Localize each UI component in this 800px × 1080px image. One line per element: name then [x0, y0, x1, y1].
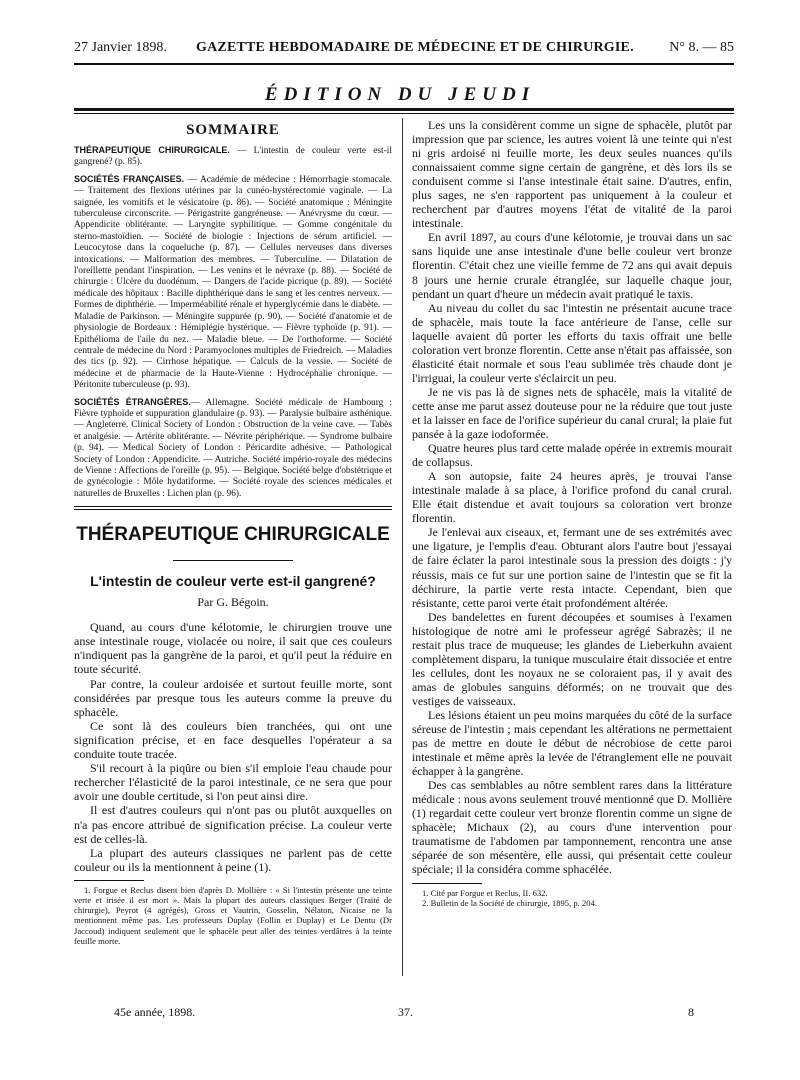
- edition-rule-thick: [74, 108, 734, 111]
- column-divider: [402, 118, 403, 976]
- paragraph: Quatre heures plus tard cette malade opérée in extremis mourait de collapsus.: [412, 441, 732, 470]
- sommaire-title: SOMMAIRE: [186, 122, 280, 138]
- sommaire-heading: SOCIÉTÉS FRANÇAISES.: [74, 173, 185, 184]
- footer-signature: 8: [688, 1005, 694, 1019]
- paragraph: Les lésions étaient un peu moins marquées du côté de la surface séreuse de l'intestin ; mais cependant les altérations ne permettaient pas de mettre en doute le début de nécrobiose de cette paroi intestinale et même après la levée de l'étranglement elle ne pouvait échapper à la gangrène.: [412, 707, 732, 779]
- edition-title: ÉDITION DU JEUDI: [264, 84, 536, 105]
- right-column: [412, 118, 732, 908]
- paragraph: Des cas semblables au nôtre semblent rares dans la littérature médicale : nous avons seulement trouvé mentionné que D. Mollière (1) regardait cette couleur vert bronze florentin comme un signe de sphacèle; Michaux (2), au cours d'une intervention pour traumatisme de l'abdomen par tamponnement, rencontra une anse séparée de son mésentère, elle aussi, qui présentait cette couleur spéciale; il la considéra comme sphacélée.: [412, 778, 732, 877]
- article-body-left: [74, 620, 392, 874]
- article-title: L'intestin de couleur verte est-il gangrené?: [90, 573, 376, 590]
- sommaire-heading: THÉRAPEUTIQUE CHIRURGICALE.: [74, 145, 230, 155]
- footnote: 1. Forgue et Reclus disent bien d'après D. Mollière : « Si l'intestin présente une teinte verte et irisée il est mort ». Mais la plupart des auteurs classiques Berger (Traité de chirurgie), Peyrot (4 agrégés), Gross et Vautrin, Gosselin, Nélaton, Nicaise ne la mentionnent même pas. Les professeurs Duplay (Follin et Duplay) et Le Dentu (Dr Jaccoud) indiquent seulement que le sphacèle peut aller des teintes verdâtres à la teinte feuille morte.: [74, 884, 392, 946]
- sommaire-text: — Allemagne. Société médicale de Hambourg : Fièvre typhoïde et suppuration glandulaire (p. 93). — Paralysie bulbaire asthénique. — Angleterre. Clinical Society of London : Obstruction de la veine cave. — Tabès et analgésie. — Artérite oblitérante. — Névrite périphérique. — Syndrome bulbaire (p. 94). — Medical Society of London : Péricardite adhésive. — Pathological Society of London : Appendicite. — Autriche. Société império-royale des médecins de Vienne : Affections de l'oreille (p. 95). — Belgique. Société belge d'obstétrique et de gynécologie : Môle hydatiforme. — Société royale des sciences médicales et naturelles de Bruxelles : Lichen plan (p. 96).: [74, 397, 392, 499]
- sommaire-entry: [74, 145, 392, 169]
- edition-rule-thin: [74, 113, 734, 114]
- paragraph: A son autopsie, faite 24 heures après, je trouvai l'anse intestinale malade à sa place, à l'orifice profond du canal crural. Elle était distendue et avait toujours sa coloration vert bronze florentin.: [412, 469, 732, 526]
- footer-page: 37.: [398, 1005, 413, 1019]
- section-title: THÉRAPEUTIQUE CHIRURGICALE: [76, 524, 390, 546]
- header-date: 27 Janvier 1898.: [74, 40, 167, 55]
- sommaire-text: — L'intestin de couleur verte est-il gangrené? (p. 85).: [74, 146, 392, 168]
- footnote-rule: [74, 880, 144, 881]
- footnote-rule: [412, 883, 482, 884]
- paragraph: Par contre, la couleur ardoisée et surtout feuille morte, sont considérées par presque tous les auteurs comme la preuve du sphacèle.: [74, 676, 392, 719]
- paragraph: Quand, au cours d'une kélotomie, le chirurgien trouve une anse intestinale rouge, violacée ou noire, il sait que ces couleurs n'indiquent pas la gangrène de la paroi, et qu'il peut la réduire en toute sécurité.: [74, 620, 392, 677]
- header-rule: [74, 63, 734, 65]
- paragraph: En avril 1897, au cours d'une kélotomie, je trouvai dans un sac sans liquide une anse intestinale d'une belle couleur vert bronze florentin. C'était chez une vieille femme de 72 ans qui avait depuis 8 jours une hernie crurale étranglée, sur laquelle chaque jour, pendant un quart d'heure un médecin avait pratiqué le taxis.: [412, 230, 732, 301]
- paragraph: Je ne vis pas là de signes nets de sphacèle, mais la vitalité de cette anse me parut assez douteuse pour ne la réduire que tout juste et la laisser en face de l'orifice supérieur du canal crural; la plaie fut pansée à la gaze iodoformée.: [412, 384, 732, 442]
- footer-year: 45e année, 1898.: [114, 1005, 196, 1019]
- paragraph: Il est d'autres couleurs qui n'ont pas ou plutôt auxquelles on n'a pas encore attribué de signification précise. La couleur verte est de celles-là.: [74, 803, 392, 846]
- paragraph: Au niveau du collet du sac l'intestin ne présentait aucune trace de sphacèle, mais toute la face antérieure de l'anse, celle sur laquelle avaient dû porter les efforts du taxis offrait une belle coloration vert bronze florentin. Cette anse n'était pas affaissée, son élasticité était normale et sous l'eau sublimée très chaude dont je l'irriguai, la couleur verte s'éclaircit un peu.: [412, 300, 732, 385]
- section-separator: [173, 560, 293, 561]
- article-body-right: [412, 118, 732, 877]
- article-byline: Par G. Bégoin.: [197, 595, 269, 610]
- footnote: 1. Cité par Forgue et Reclus, II. 632.: [422, 887, 548, 898]
- sommaire-text: — Académie de médecine : Hémorrhagie stomacale. — Traitement des flexions utérines par la cunéo-hystérectomie vaginale. — La saignée, les vomitifs et le vésicatoire (p. 86). — Société anatomique : Méningite tuberculeuse circonscrite. — Périgastrite gangréneuse. — Anévrysme du cœur. — Appendicite oblitérante. — Laryngite syphilitique. — Gomme congénitale du sterno-mastoïdien. — Société de biologie : Injections de sérum artificiel. — Leucocytose dans la coqueluche (p. 87). — Cellules nerveuses dans diverses intoxications. — Malformation des membres. — Tuberculine. — Dilatation de l'oreillette pendant l'inspiration. — Les venins et le névraxe (p. 88). — Société de chirurgie : Ulcère du duodénum. — Dangers de l'acide picrique (p. 89). — Société médicale des hôpitaux : Bacille diphthérique dans le sang et les centres nerveux. — Formes de diphthérie. — Imperméabilité rénale et hyperglycémie dans le diabète. — Maladie de Parkinson. — Méningite suppurée (p. 90). — Société d'anatomie et de physiologie de Bordeaux : Hémiplégie hystérique. — Fièvre typhoïde (p. 91). — Epithélioma de l'aile du nez. — Maladie bleue. — De l'orthoforme. — Société centrale de médecine du Nord : Paramyoclones multiples de Friedreich. — Maladies des tics (p. 92). — Cirrhose hépatique. — Calculs de la vessie. — Société de médecine et de pharmacie de la Haute-Vienne : Hydrocéphalie chronique. — Péritonite tuberculeuse (p. 93).: [74, 174, 392, 391]
- paragraph: S'il recourt à la piqûre ou bien s'il emploie l'eau chaude pour rechercher l'élasticité de la paroi intestinale, ce ne sera que pour avoir une double certitude, si l'on peut ainsi dire.: [74, 761, 392, 804]
- paragraph: Des bandelettes en furent découpées et soumises à l'examen histologique de notre ami le professeur agrégé Sabrazès; il ne restait plus trace de muqueuse; les glandes de Lieberkuhn avaient complètement disparu, la tunique musculaire était dissociée et entre les cellules, dont les noyaux ne se coloraient pas, il y avait des amas de globules sanguins déformés; on ne trouvait que des vestiges de vaisseaux.: [412, 609, 732, 708]
- issue-number: N° 8. — 85: [669, 40, 734, 55]
- sommaire-entry: [74, 174, 392, 392]
- sommaire-heading: SOCIÉTÉS ÉTRANGÈRES.: [74, 396, 191, 407]
- running-header: [74, 40, 734, 62]
- sommaire-entry: [74, 397, 392, 501]
- paragraph: Je l'enlevai aux ciseaux, et, fermant une de ses extrémités avec une ligature, je l'emplis d'eau. Obturant alors l'autre bout j'essayai de faire éclater la paroi intestinale sous la pression des doigts : j'y réussis, mais ce fut sur une portion saine de l'intestin que se fit la déchirure, la partie verte resta intacte. Cependant, bien que résistante, cette paroi verte était profondément altérée.: [412, 525, 732, 610]
- page-footer: [74, 1005, 734, 1023]
- left-column: [74, 118, 392, 946]
- paragraph: Ce sont là des couleurs bien tranchées, qui ont une signification précise, et en face desquelles l'opérateur a sa conduite toute tracée.: [74, 718, 392, 762]
- paragraph: Les uns la considèrent comme un signe de sphacèle, plutôt par impression que par science, les autres voient là une teinte qui n'est ni gris ardoisé ni feuille morte, les deux seules nuances qu'ils connaissaient comme signe certain de gangrène, et dès lors ils se conduisent comme si l'anse intestinale était saine. D'autres, enfin, plus sages, ne s'en rapportent pas uniquement à la couleur et recherchent par d'autres moyens l'état de vitalité de la paroi intestinale.: [412, 118, 732, 231]
- footnote: 2. Bulletin de la Société de chirurgie, 1895, p. 204.: [422, 897, 598, 908]
- section-double-rule: [74, 506, 392, 510]
- paragraph: La plupart des auteurs classiques ne parlent pas de cette couleur ou ils la mentionnent à peine (1).: [74, 845, 392, 874]
- journal-title: GAZETTE HEBDOMADAIRE DE MÉDECINE ET DE CHIRURGIE.: [196, 40, 634, 55]
